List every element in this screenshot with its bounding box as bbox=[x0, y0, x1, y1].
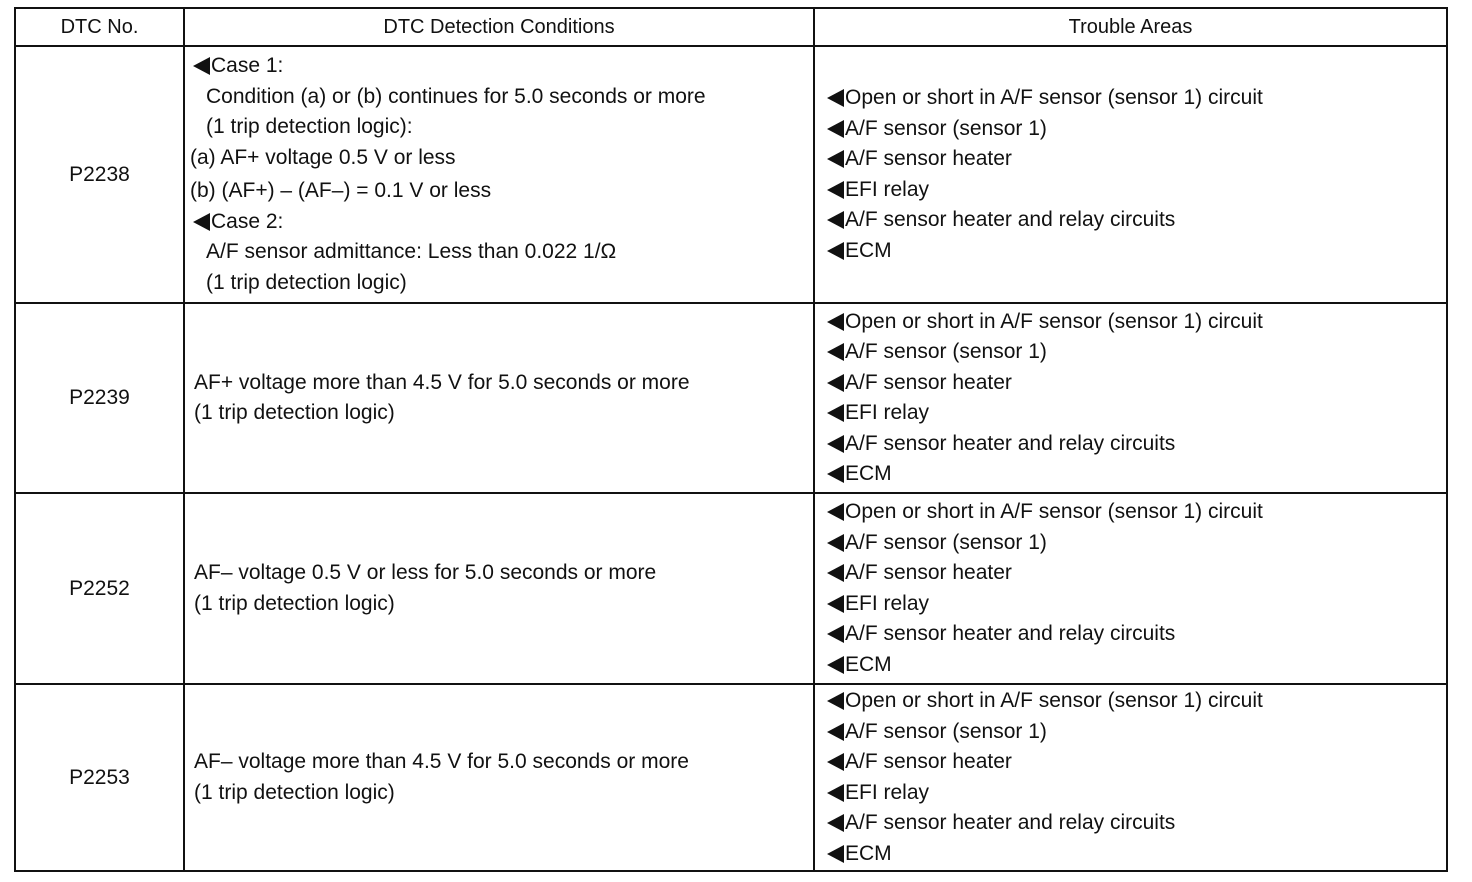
trouble-area-text: EFI relay bbox=[845, 177, 930, 201]
trouble-area-text: ECM bbox=[845, 462, 892, 485]
trouble-area-item bbox=[827, 368, 1446, 399]
detection-conditions-cell bbox=[184, 684, 814, 871]
bullet-arrow-icon bbox=[827, 814, 844, 832]
trouble-area-item bbox=[827, 589, 1446, 620]
condition-case-line bbox=[193, 207, 813, 238]
trouble-area-text: A/F sensor heater bbox=[845, 561, 1012, 584]
condition-text: AF+ voltage more than 4.5 V for 5.0 seconds or more bbox=[194, 370, 690, 394]
dtc-table bbox=[14, 7, 1448, 872]
table-row bbox=[15, 493, 1447, 684]
bullet-arrow-icon bbox=[827, 753, 844, 771]
trouble-area-text: EFI relay bbox=[845, 780, 930, 804]
trouble-area-item bbox=[827, 747, 1446, 778]
trouble-area-item bbox=[827, 398, 1446, 429]
condition-text: (1 trip detection logic) bbox=[194, 591, 395, 615]
trouble-areas-cell bbox=[814, 303, 1447, 493]
bullet-arrow-icon bbox=[827, 120, 844, 138]
bullet-arrow-icon bbox=[827, 374, 844, 392]
trouble-areas-cell bbox=[814, 684, 1447, 871]
trouble-areas-cell bbox=[814, 46, 1447, 303]
condition-text: Condition (a) or (b) continues for 5.0 seconds or more bbox=[206, 84, 706, 108]
trouble-area-text: ECM bbox=[845, 652, 892, 676]
bullet-arrow-icon bbox=[193, 213, 210, 231]
trouble-area-text: A/F sensor heater bbox=[845, 370, 1012, 394]
bullet-arrow-icon bbox=[827, 181, 844, 199]
trouble-area-item bbox=[827, 650, 1446, 681]
condition-text: AF– voltage 0.5 V or less for 5.0 seconds or more bbox=[194, 561, 657, 584]
header-detection-conditions: DTC Detection Conditions bbox=[184, 8, 814, 46]
trouble-area-text: EFI relay bbox=[845, 401, 930, 424]
trouble-areas-cell bbox=[814, 493, 1447, 684]
bullet-arrow-icon bbox=[827, 534, 844, 552]
condition-text: (1 trip detection logic) bbox=[206, 270, 407, 294]
trouble-area-text: A/F sensor heater bbox=[845, 750, 1012, 773]
trouble-area-text: Open or short in A/F sensor (sensor 1) circuit bbox=[845, 86, 1263, 109]
trouble-area-item bbox=[827, 83, 1446, 114]
trouble-area-text: A/F sensor heater bbox=[845, 147, 1012, 170]
trouble-area-item bbox=[827, 114, 1446, 145]
trouble-area-item bbox=[827, 778, 1446, 809]
condition-text: AF– voltage more than 4.5 V for 5.0 seconds or more bbox=[194, 750, 689, 773]
trouble-area-item bbox=[827, 497, 1446, 528]
trouble-area-item bbox=[827, 429, 1446, 460]
trouble-area-text: Open or short in A/F sensor (sensor 1) circuit bbox=[845, 500, 1263, 523]
bullet-arrow-icon bbox=[827, 503, 844, 521]
trouble-area-item bbox=[827, 337, 1446, 368]
trouble-area-item bbox=[827, 717, 1446, 748]
condition-text: A/F sensor admittance: Less than 0.022 1/Ω bbox=[206, 240, 617, 263]
dtc-code: P2253 bbox=[15, 684, 184, 871]
dtc-code: P2252 bbox=[15, 493, 184, 684]
trouble-area-item bbox=[827, 236, 1446, 267]
trouble-area-item bbox=[827, 144, 1446, 175]
detection-conditions-cell bbox=[184, 493, 814, 684]
bullet-arrow-icon bbox=[827, 465, 844, 483]
bullet-arrow-icon bbox=[827, 435, 844, 453]
trouble-area-text: A/F sensor (sensor 1) bbox=[845, 719, 1047, 743]
bullet-arrow-icon bbox=[827, 404, 844, 422]
bullet-arrow-icon bbox=[827, 313, 844, 331]
bullet-arrow-icon bbox=[827, 656, 844, 674]
condition-text: Case 1: bbox=[211, 54, 284, 77]
bullet-arrow-icon bbox=[827, 150, 844, 168]
trouble-area-text: A/F sensor (sensor 1) bbox=[845, 530, 1047, 554]
trouble-area-item bbox=[827, 175, 1446, 206]
trouble-area-text: ECM bbox=[845, 841, 892, 865]
trouble-area-text: A/F sensor heater and relay circuits bbox=[845, 431, 1176, 455]
dtc-code: P2238 bbox=[15, 46, 184, 303]
trouble-area-text: A/F sensor (sensor 1) bbox=[845, 340, 1047, 363]
header-row bbox=[15, 8, 1447, 46]
bullet-arrow-icon bbox=[827, 595, 844, 613]
condition-text: (b) (AF+) – (AF–) = 0.1 V or less bbox=[190, 179, 492, 202]
table-row bbox=[15, 303, 1447, 493]
trouble-area-text: ECM bbox=[845, 238, 892, 262]
detection-conditions-cell bbox=[184, 303, 814, 493]
condition-text: (1 trip detection logic) bbox=[194, 780, 395, 804]
bullet-arrow-icon bbox=[827, 343, 844, 361]
table-row bbox=[15, 46, 1447, 303]
trouble-area-text: A/F sensor heater and relay circuits bbox=[845, 811, 1176, 834]
header-dtc-no: DTC No. bbox=[15, 8, 184, 46]
bullet-arrow-icon bbox=[827, 242, 844, 260]
condition-text: (1 trip detection logic) bbox=[194, 401, 395, 424]
condition-case-line bbox=[193, 51, 813, 82]
detection-conditions-cell bbox=[184, 46, 814, 303]
trouble-area-item bbox=[827, 459, 1446, 490]
bullet-arrow-icon bbox=[827, 723, 844, 741]
header-trouble-areas: Trouble Areas bbox=[814, 8, 1447, 46]
bullet-arrow-icon bbox=[827, 564, 844, 582]
bullet-arrow-icon bbox=[827, 784, 844, 802]
trouble-area-item bbox=[827, 205, 1446, 236]
trouble-area-text: A/F sensor heater and relay circuits bbox=[845, 622, 1176, 645]
trouble-area-item bbox=[827, 619, 1446, 650]
bullet-arrow-icon bbox=[827, 211, 844, 229]
trouble-area-item bbox=[827, 686, 1446, 717]
condition-text: Case 2: bbox=[211, 209, 284, 233]
bullet-arrow-icon bbox=[827, 89, 844, 107]
condition-text: (1 trip detection logic): bbox=[206, 115, 413, 138]
trouble-area-item bbox=[827, 307, 1446, 338]
table-row bbox=[15, 684, 1447, 871]
trouble-area-item bbox=[827, 558, 1446, 589]
trouble-area-text: EFI relay bbox=[845, 591, 930, 615]
trouble-area-text: A/F sensor heater and relay circuits bbox=[845, 208, 1176, 231]
trouble-area-text: A/F sensor (sensor 1) bbox=[845, 116, 1047, 140]
trouble-area-item bbox=[827, 839, 1446, 870]
condition-text: (a) AF+ voltage 0.5 V or less bbox=[190, 145, 456, 169]
bullet-arrow-icon bbox=[193, 57, 210, 75]
dtc-code: P2239 bbox=[15, 303, 184, 493]
bullet-arrow-icon bbox=[827, 845, 844, 863]
trouble-area-item bbox=[827, 528, 1446, 559]
bullet-arrow-icon bbox=[827, 625, 844, 643]
bullet-arrow-icon bbox=[827, 692, 844, 710]
trouble-area-text: Open or short in A/F sensor (sensor 1) circuit bbox=[845, 309, 1263, 333]
trouble-area-text: Open or short in A/F sensor (sensor 1) circuit bbox=[845, 689, 1263, 712]
trouble-area-item bbox=[827, 808, 1446, 839]
